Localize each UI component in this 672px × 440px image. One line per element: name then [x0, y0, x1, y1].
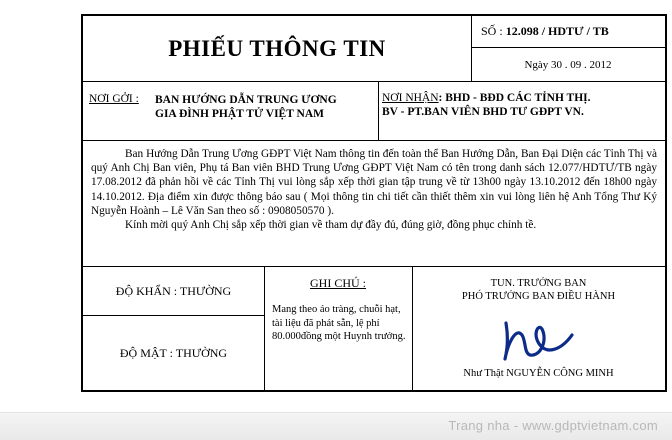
- sender-block: [83, 82, 379, 141]
- body-paragraph-1: Ban Hướng Dẫn Trung Ương GĐPT Việt Nam thông tin đến toàn thể Ban Hướng Dẫn, Ban Đại Diện các Tỉnh Thị và quý Anh Chị Ban viên, Phụ tá Ban viên BHD Trung Ương GĐPT Việt Nam có tên trong danh sách 12.077/HDTƯ/TB ngày 17.08.2012 đã phản hồi về các Tỉnh Thị vui lòng sắp xếp thời gian tập trung về từ 13h00 ngày 13.10.2012 đến 18h00 ngày 14.10.2012. Địa điểm xin được thông báo sau ( Mọi thông tin chi tiết cần thiết thêm xin vui lòng liên hệ Anh Tổng Thư Ký Nguyễn Hoành – Lê Văn San theo số : 0908050570 ).: [91, 148, 657, 217]
- classification-block: [83, 267, 265, 392]
- sender-line-2: GIA ĐÌNH PHẬT TỬ VIỆT NAM: [155, 108, 325, 120]
- reference-value: 12.098 / HDTƯ / TB: [505, 24, 609, 38]
- signer-name: Như Thật NGUYỄN CÔNG MINH: [463, 368, 614, 379]
- issue-date: Ngày 30 . 09 . 2012: [524, 59, 612, 71]
- signer-title-line-1: TUN. TRƯỞNG BAN: [490, 278, 587, 289]
- receiver-label: NƠI NHẬN: [382, 92, 439, 104]
- signature-block: [412, 267, 665, 392]
- reference-number: [471, 16, 665, 48]
- body-text: [91, 147, 657, 232]
- content-row: [83, 141, 665, 267]
- receiver-line-2: BV - PT.BAN VIÊN BHD TƯ GĐPT VN.: [382, 106, 584, 118]
- handwritten-signature: [496, 305, 588, 361]
- website-footer-link[interactable]: Trang nha - www.gdptvietnam.com: [448, 418, 658, 433]
- document-title: PHIẾU THÔNG TIN: [83, 16, 472, 82]
- sender-label: NƠI GỞI :: [89, 93, 139, 105]
- reference-block: [471, 16, 665, 82]
- reference-label: SỐ :: [481, 24, 503, 38]
- signer-title-line-2: PHÓ TRƯỞNG BAN ĐIỀU HÀNH: [461, 291, 616, 302]
- footer-row: [83, 267, 665, 392]
- header-row: [83, 16, 665, 82]
- receiver-line-1: : BHD - BĐD CÁC TỈNH THỊ.: [438, 92, 591, 104]
- page-footer: [0, 412, 672, 440]
- signer-title: [412, 277, 665, 303]
- receiver-block: [378, 82, 665, 141]
- urgency-level: ĐỘ KHẨN : THƯỜNG: [83, 267, 264, 316]
- receiver-line-1-wrap: [382, 91, 665, 105]
- sender-value: [155, 93, 337, 121]
- info-sheet-form: [81, 14, 667, 392]
- security-level: ĐỘ MẬT : THƯỜNG: [119, 346, 228, 360]
- address-row: [83, 82, 665, 141]
- note-heading: GHI CHÚ :: [310, 276, 366, 290]
- note-text: Mang theo áo tràng, chuỗi hạt, tài liệu đã phát sẵn, lệ phí 80.000đồng một Huynh trưởng.: [272, 304, 406, 342]
- body-paragraph-2: Kính mời quý Anh Chị sắp xếp thời gian về tham dự đầy đủ, đúng giờ, đồng phục chỉnh tề.: [125, 219, 537, 232]
- sender-line-1: BAN HƯỚNG DẪN TRUNG ƯƠNG: [155, 94, 337, 106]
- note-block: [264, 267, 413, 392]
